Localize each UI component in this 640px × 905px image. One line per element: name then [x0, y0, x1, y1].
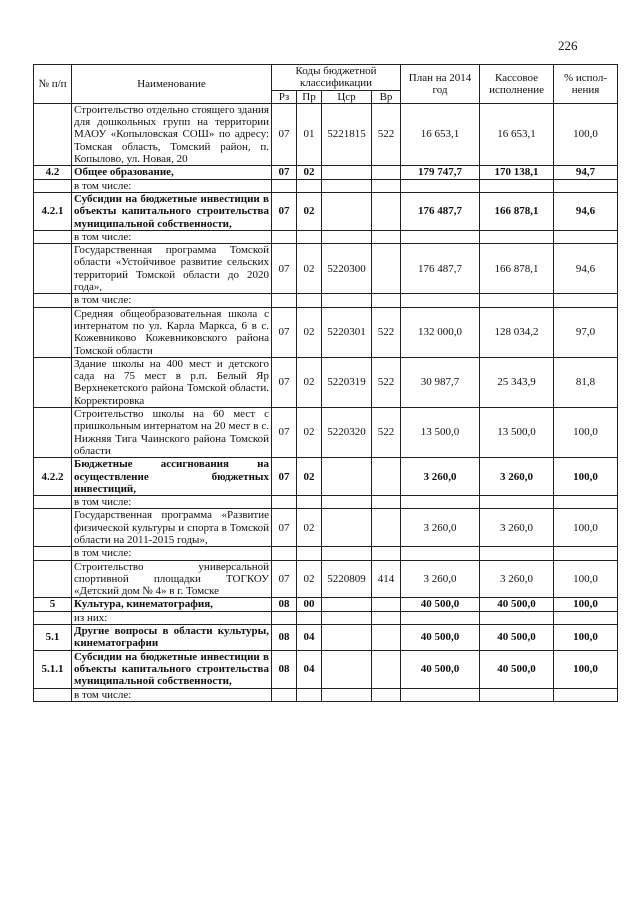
code-vr [372, 598, 401, 611]
plan-value: 3 260,0 [401, 509, 480, 547]
code-pr: 02 [297, 357, 322, 407]
header-pr: Пр [297, 90, 322, 103]
row-name: Строительство универсальной спортивной площадки ТОГКОУ «Детский дом № 4» в г. Томске [72, 560, 272, 598]
row-name: Государственная программа Томской области «Устойчивое развитие сельских территорий Томской области до 2020 года», [72, 244, 272, 294]
cash-value [480, 547, 554, 560]
percent-value [554, 496, 618, 509]
header-csr: Цср [322, 90, 372, 103]
code-rz: 07 [272, 166, 297, 179]
percent-value [554, 230, 618, 243]
row-name: Государственная программа «Развитие физической культуры и спорта в Томской области на 2011-2015 годы», [72, 509, 272, 547]
code-pr [297, 688, 322, 701]
plan-value [401, 179, 480, 192]
percent-value: 97,0 [554, 307, 618, 357]
header-pct: % испол- нения [554, 65, 618, 104]
row-number [34, 688, 72, 701]
plan-value [401, 230, 480, 243]
row-number [34, 244, 72, 294]
code-rz: 07 [272, 307, 297, 357]
code-csr [322, 509, 372, 547]
cash-value [480, 230, 554, 243]
row-name: в том числе: [72, 688, 272, 701]
percent-value: 100,0 [554, 625, 618, 651]
table-row [34, 547, 618, 560]
budget-table [33, 64, 618, 702]
cash-value: 3 260,0 [480, 509, 554, 547]
code-vr [372, 166, 401, 179]
code-vr [372, 294, 401, 307]
row-number [34, 307, 72, 357]
row-number [34, 496, 72, 509]
code-vr: 522 [372, 408, 401, 458]
percent-value [554, 611, 618, 624]
code-pr [297, 547, 322, 560]
code-csr: 5220320 [322, 408, 372, 458]
code-vr: 414 [372, 560, 401, 598]
code-pr: 02 [297, 307, 322, 357]
code-vr: 522 [372, 357, 401, 407]
plan-value: 16 653,1 [401, 103, 480, 165]
table-row [34, 179, 618, 192]
code-rz: 07 [272, 560, 297, 598]
table-row [34, 496, 618, 509]
code-rz: 07 [272, 458, 297, 496]
plan-value [401, 688, 480, 701]
row-name: Общее образование, [72, 166, 272, 179]
row-number [34, 357, 72, 407]
code-csr [322, 230, 372, 243]
table-row [34, 230, 618, 243]
cash-value: 166 878,1 [480, 244, 554, 294]
plan-value [401, 547, 480, 560]
table-row [34, 625, 618, 651]
plan-value: 179 747,7 [401, 166, 480, 179]
row-number [34, 103, 72, 165]
code-rz [272, 179, 297, 192]
percent-value: 94,6 [554, 244, 618, 294]
row-name: в том числе: [72, 294, 272, 307]
code-csr [322, 688, 372, 701]
percent-value: 100,0 [554, 650, 618, 688]
table-row [34, 509, 618, 547]
code-vr [372, 230, 401, 243]
row-name: Строительство школы на 60 мест с пришкольным интернатом на 20 мест в с. Нижняя Тига Чаинского района Томской области [72, 408, 272, 458]
row-number: 4.2 [34, 166, 72, 179]
row-name: Здание школы на 400 мест и детского сада на 75 мест в р.п. Белый Яр Верхнекетского района Томской области. Корректировка [72, 357, 272, 407]
code-vr [372, 611, 401, 624]
code-csr: 5220319 [322, 357, 372, 407]
percent-value [554, 179, 618, 192]
code-csr [322, 294, 372, 307]
code-pr: 04 [297, 625, 322, 651]
row-name: Субсидии на бюджетные инвестиции в объекты капитального строительства муниципальной собственности, [72, 192, 272, 230]
cash-value: 3 260,0 [480, 560, 554, 598]
code-rz [272, 547, 297, 560]
row-name: Другие вопросы в области культуры, кинематографии [72, 625, 272, 651]
row-name: в том числе: [72, 179, 272, 192]
row-name: в том числе: [72, 230, 272, 243]
code-pr: 02 [297, 408, 322, 458]
header-codes: Коды бюджетной классификации [272, 65, 401, 91]
row-name: в том числе: [72, 496, 272, 509]
code-rz: 07 [272, 509, 297, 547]
header-name: Наименование [72, 65, 272, 104]
code-vr [372, 547, 401, 560]
code-rz: 08 [272, 650, 297, 688]
table-row [34, 598, 618, 611]
code-rz: 07 [272, 408, 297, 458]
cash-value [480, 611, 554, 624]
table-row [34, 357, 618, 407]
code-csr [322, 496, 372, 509]
row-name: Бюджетные ассигнования на осуществление бюджетных инвестиций, [72, 458, 272, 496]
code-csr [322, 650, 372, 688]
code-pr: 02 [297, 560, 322, 598]
cash-value: 166 878,1 [480, 192, 554, 230]
row-number: 5 [34, 598, 72, 611]
row-name: Культура, кинематография, [72, 598, 272, 611]
plan-value: 3 260,0 [401, 458, 480, 496]
code-csr [322, 179, 372, 192]
code-pr: 02 [297, 509, 322, 547]
plan-value [401, 496, 480, 509]
header-rz: Рз [272, 90, 297, 103]
code-csr: 5221815 [322, 103, 372, 165]
table-row [34, 307, 618, 357]
cash-value: 40 500,0 [480, 598, 554, 611]
code-vr [372, 650, 401, 688]
code-pr: 02 [297, 192, 322, 230]
plan-value: 30 987,7 [401, 357, 480, 407]
code-pr [297, 496, 322, 509]
table-row [34, 611, 618, 624]
plan-value: 132 000,0 [401, 307, 480, 357]
row-number [34, 408, 72, 458]
percent-value [554, 688, 618, 701]
header-vr: Вр [372, 90, 401, 103]
code-rz [272, 688, 297, 701]
row-number [34, 560, 72, 598]
row-number [34, 509, 72, 547]
plan-value: 40 500,0 [401, 650, 480, 688]
table-body [34, 103, 618, 701]
percent-value: 100,0 [554, 408, 618, 458]
cash-value [480, 496, 554, 509]
code-pr: 04 [297, 650, 322, 688]
plan-value: 13 500,0 [401, 408, 480, 458]
code-pr: 02 [297, 244, 322, 294]
code-vr [372, 688, 401, 701]
code-csr [322, 598, 372, 611]
page-number: 226 [558, 38, 578, 53]
code-rz: 07 [272, 357, 297, 407]
table-row [34, 688, 618, 701]
row-number: 4.2.1 [34, 192, 72, 230]
row-number [34, 294, 72, 307]
cash-value: 170 138,1 [480, 166, 554, 179]
percent-value [554, 547, 618, 560]
percent-value: 100,0 [554, 103, 618, 165]
percent-value: 81,8 [554, 357, 618, 407]
table-row [34, 458, 618, 496]
code-pr: 02 [297, 166, 322, 179]
table-row [34, 103, 618, 165]
code-vr: 522 [372, 103, 401, 165]
cash-value: 128 034,2 [480, 307, 554, 357]
code-rz: 08 [272, 625, 297, 651]
plan-value: 3 260,0 [401, 560, 480, 598]
plan-value [401, 294, 480, 307]
code-pr: 01 [297, 103, 322, 165]
row-name: из них: [72, 611, 272, 624]
row-number: 5.1 [34, 625, 72, 651]
percent-value: 94,7 [554, 166, 618, 179]
code-csr [322, 547, 372, 560]
plan-value: 176 487,7 [401, 244, 480, 294]
code-csr: 5220301 [322, 307, 372, 357]
code-vr [372, 192, 401, 230]
table-row [34, 192, 618, 230]
row-number [34, 230, 72, 243]
header-num: № п/п [34, 65, 72, 104]
row-name: Средняя общеобразовательная школа с интернатом по ул. Карла Маркса, 6 в с. Кожевниково Кожевниковского района Томской области [72, 307, 272, 357]
plan-value [401, 611, 480, 624]
code-csr [322, 166, 372, 179]
code-pr: 02 [297, 458, 322, 496]
code-csr: 5220300 [322, 244, 372, 294]
code-csr: 5220809 [322, 560, 372, 598]
code-csr [322, 611, 372, 624]
code-rz [272, 294, 297, 307]
code-pr [297, 294, 322, 307]
code-vr [372, 625, 401, 651]
header-plan: План на 2014 год [401, 65, 480, 104]
code-vr [372, 496, 401, 509]
row-name: Строительство отдельно стоящего здания для дошкольных групп на территории МАОУ «Копыловская СОШ» по адресу: Томская область, Томский район, п. Копылово, ул. Новая, 20 [72, 103, 272, 165]
cash-value: 40 500,0 [480, 625, 554, 651]
percent-value: 100,0 [554, 509, 618, 547]
cash-value [480, 688, 554, 701]
code-pr: 00 [297, 598, 322, 611]
cash-value: 13 500,0 [480, 408, 554, 458]
table-row [34, 244, 618, 294]
row-number: 4.2.2 [34, 458, 72, 496]
code-rz [272, 496, 297, 509]
code-vr: 522 [372, 307, 401, 357]
percent-value: 100,0 [554, 598, 618, 611]
code-rz: 08 [272, 598, 297, 611]
percent-value: 100,0 [554, 458, 618, 496]
table-row [34, 408, 618, 458]
cash-value: 3 260,0 [480, 458, 554, 496]
code-csr [322, 625, 372, 651]
percent-value [554, 294, 618, 307]
row-name: в том числе: [72, 547, 272, 560]
row-number [34, 611, 72, 624]
row-number: 5.1.1 [34, 650, 72, 688]
code-rz: 07 [272, 103, 297, 165]
row-name: Субсидии на бюджетные инвестиции в объекты капитального строительства муниципальной собственности, [72, 650, 272, 688]
table-row [34, 650, 618, 688]
row-number [34, 547, 72, 560]
cash-value [480, 294, 554, 307]
code-vr [372, 244, 401, 294]
code-csr [322, 458, 372, 496]
cash-value [480, 179, 554, 192]
cash-value: 25 343,9 [480, 357, 554, 407]
code-vr [372, 458, 401, 496]
code-pr [297, 179, 322, 192]
table-row [34, 294, 618, 307]
table-row [34, 166, 618, 179]
code-vr [372, 179, 401, 192]
plan-value: 176 487,7 [401, 192, 480, 230]
cash-value: 16 653,1 [480, 103, 554, 165]
code-rz [272, 230, 297, 243]
code-csr [322, 192, 372, 230]
code-pr [297, 230, 322, 243]
percent-value: 94,6 [554, 192, 618, 230]
code-rz [272, 611, 297, 624]
code-rz: 07 [272, 244, 297, 294]
cash-value: 40 500,0 [480, 650, 554, 688]
table-row [34, 560, 618, 598]
row-number [34, 179, 72, 192]
code-pr [297, 611, 322, 624]
plan-value: 40 500,0 [401, 598, 480, 611]
code-rz: 07 [272, 192, 297, 230]
header-cash: Кассовое исполнение [480, 65, 554, 104]
percent-value: 100,0 [554, 560, 618, 598]
code-vr [372, 509, 401, 547]
plan-value: 40 500,0 [401, 625, 480, 651]
